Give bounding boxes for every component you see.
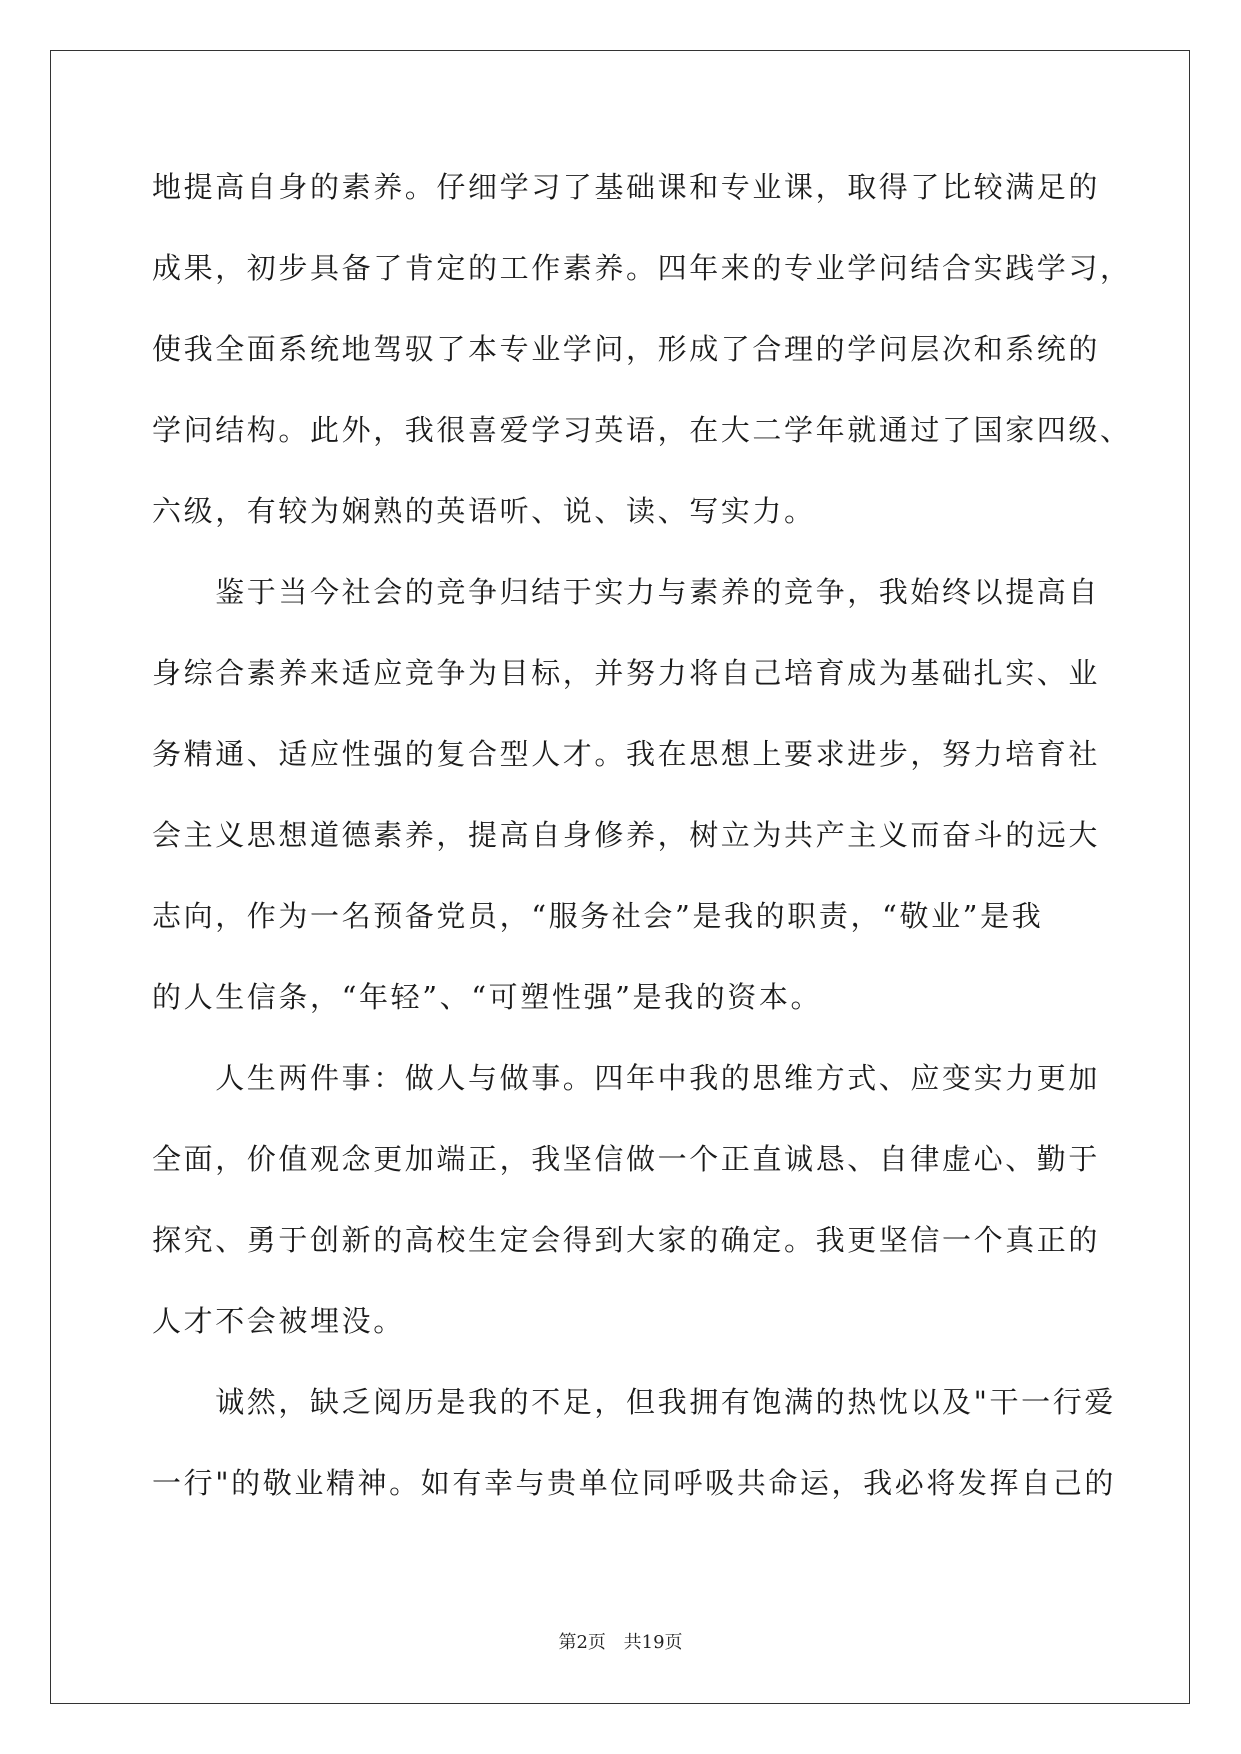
text-line: 地提高自身的素养。仔细学习了基础课和专业课，取得了比较满足的 (152, 170, 1101, 204)
text-line: 会主义思想道德素养，提高自身修养，树立为共产主义而奋斗的远大 (152, 818, 1101, 852)
text-line: 一行"的敬业精神。如有幸与贵单位同呼吸共命运，我必将发挥自己的 (152, 1466, 1116, 1500)
text-line: 探究、勇于创新的高校生定会得到大家的确定。我更坚信一个真正的 (152, 1223, 1101, 1257)
text-line: 学问结构。此外，我很喜爱学习英语，在大二学年就通过了国家四级、 (152, 413, 1132, 447)
text-line: 的人生信条，“年轻”、“可塑性强”是我的资本。 (152, 980, 823, 1014)
text-line: 使我全面系统地驾驭了本专业学问，形成了合理的学问层次和系统的 (152, 332, 1101, 366)
page-footer (0, 1628, 1241, 1654)
text-line: 成果，初步具备了肯定的工作素养。四年来的专业学问结合实践学习， (152, 251, 1132, 285)
text-line: 志向，作为一名预备党员，“服务社会”是我的职责，“敬业”是我 (152, 899, 1044, 933)
page-number: 第2页 (558, 1632, 606, 1653)
text-line: 人才不会被埋没。 (152, 1304, 405, 1338)
text-line: 六级，有较为娴熟的英语听、说、读、写实力。 (152, 494, 816, 528)
page-total: 共19页 (623, 1632, 683, 1653)
text-line: 全面，价值观念更加端正，我坚信做一个正直诚恳、自律虚心、勤于 (152, 1142, 1101, 1176)
text-line: 身综合素养来适应竞争为目标，并努力将自己培育成为基础扎实、业 (152, 656, 1101, 690)
text-line: 人生两件事：做人与做事。四年中我的思维方式、应变实力更加 (152, 1061, 1101, 1095)
text-line: 鉴于当今社会的竞争归结于实力与素养的竞争，我始终以提高自 (152, 575, 1101, 609)
text-line: 务精通、适应性强的复合型人才。我在思想上要求进步，努力培育社 (152, 737, 1101, 771)
text-line: 诚然，缺乏阅历是我的不足，但我拥有饱满的热忱以及"干一行爱 (152, 1385, 1116, 1419)
document-body (152, 162, 1132, 1539)
